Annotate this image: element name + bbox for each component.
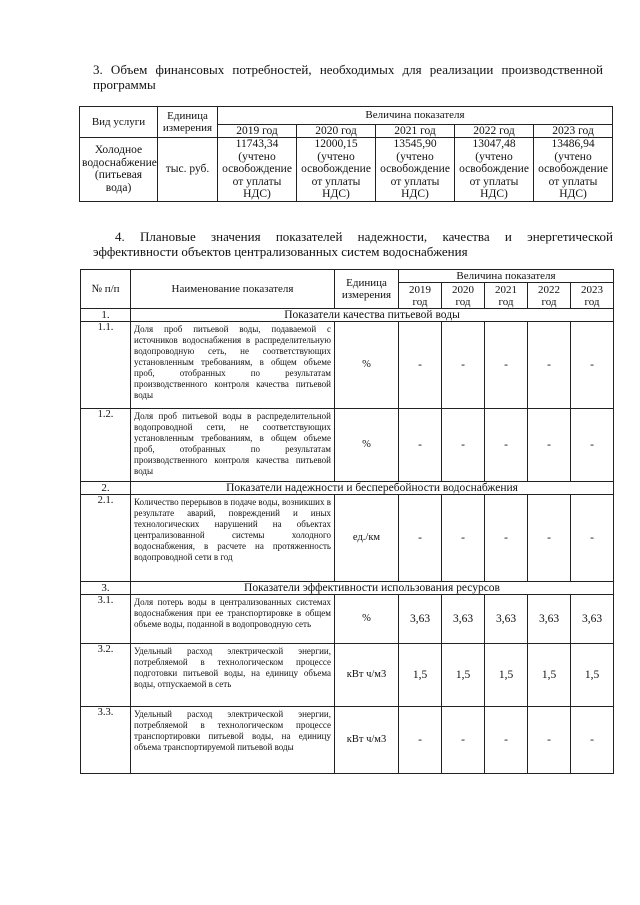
value-cell: - xyxy=(571,495,614,582)
section4-heading: 4. Плановые значения показателей надежности, качества и энергетической эффективности объектов централизованных систем водоснабжения xyxy=(93,229,613,259)
indicator-name: Доля проб питьевой воды в распределительной водопроводной сети, не соответствующих установленным требованиям, в общем объеме проб, отобранных по результатам производственного контроля качества питьевой воды xyxy=(131,409,335,482)
value-cell: 13486,94 (учтено освобождение от уплаты НДС) xyxy=(534,138,613,202)
value-cell: 1,5 xyxy=(528,644,571,707)
year-header: 2019 год xyxy=(399,283,442,309)
value-cell: 3,63 xyxy=(485,595,528,644)
row-num: 3.1. xyxy=(81,595,131,644)
unit-cell: ед./км xyxy=(335,495,399,582)
row-num: 3.2. xyxy=(81,644,131,707)
col-num-header: № п/п xyxy=(81,270,131,309)
value-cell: - xyxy=(571,322,614,409)
value-cell: - xyxy=(399,495,442,582)
unit-cell: % xyxy=(335,409,399,482)
col-value-header: Величина показателя xyxy=(218,107,613,125)
year-header: 2023 год xyxy=(534,124,613,138)
year-header: 2020 год xyxy=(297,124,376,138)
value-cell: - xyxy=(528,409,571,482)
value-cell: - xyxy=(442,495,485,582)
indicator-name: Доля потерь воды в централизованных системах водоснабжения при ее транспортировке в общем объеме воды, поданной в водопроводную сеть xyxy=(131,595,335,644)
table-row xyxy=(81,322,614,409)
row-num: 3.3. xyxy=(81,707,131,774)
value-cell: - xyxy=(485,409,528,482)
col-name-header: Наименование показателя xyxy=(131,270,335,309)
table-row xyxy=(81,495,614,582)
value-cell: 13047,48 (учтено освобождение от уплаты НДС) xyxy=(455,138,534,202)
row-num: 2.1. xyxy=(81,495,131,582)
table-row xyxy=(81,707,614,774)
value-cell: - xyxy=(485,322,528,409)
table-row xyxy=(80,138,613,202)
col-value-header: Величина показателя xyxy=(399,270,614,283)
year-header: 2022 год xyxy=(528,283,571,309)
section-title: Показатели качества питьевой воды xyxy=(131,309,614,322)
section-row xyxy=(81,482,614,495)
value-cell: - xyxy=(571,707,614,774)
value-cell: - xyxy=(571,409,614,482)
section-title: Показатели надежности и бесперебойности водоснабжения xyxy=(131,482,614,495)
value-cell: - xyxy=(399,409,442,482)
value-cell: 3,63 xyxy=(528,595,571,644)
value-cell: - xyxy=(399,322,442,409)
service-name: Холодное водоснабжение (питьевая вода) xyxy=(80,138,158,202)
value-cell: 1,5 xyxy=(571,644,614,707)
indicators-table xyxy=(80,269,614,774)
col-unit-header: Единица измерения xyxy=(335,270,399,309)
col-unit-header: Единица измерения xyxy=(158,107,218,138)
financial-needs-table xyxy=(79,106,613,202)
value-cell: 13545,90 (учтено освобождение от уплаты НДС) xyxy=(376,138,455,202)
year-header: 2021 год xyxy=(376,124,455,138)
table-row xyxy=(81,595,614,644)
value-cell: - xyxy=(528,495,571,582)
value-cell: - xyxy=(485,707,528,774)
value-cell: - xyxy=(442,322,485,409)
indicator-name: Удельный расход электрической энергии, потребляемой в технологическом процессе транспортировки питьевой воды, на единицу объема транспортируемой питьевой воды xyxy=(131,707,335,774)
value-cell: - xyxy=(442,707,485,774)
value-cell: 1,5 xyxy=(442,644,485,707)
section-num: 1. xyxy=(81,309,131,322)
section-row xyxy=(81,582,614,595)
value-cell: 11743,34 (учтено освобождение от уплаты НДС) xyxy=(218,138,297,202)
value-cell: 3,63 xyxy=(442,595,485,644)
year-header: 2019 год xyxy=(218,124,297,138)
value-cell: 3,63 xyxy=(571,595,614,644)
section3-heading: 3. Объем финансовых потребностей, необходимых для реализации производственной программы xyxy=(93,62,603,92)
year-header: 2021 год xyxy=(485,283,528,309)
indicator-name: Количество перерывов в подаче воды, возникших в результате аварий, повреждений и иных технологических нарушений на объектах централизованной системы холодного водоснабжения, в расчете на протяженность водопроводной сети в год xyxy=(131,495,335,582)
unit-cell: тыс. руб. xyxy=(158,138,218,202)
row-num: 1.1. xyxy=(81,322,131,409)
value-cell: - xyxy=(442,409,485,482)
table-row xyxy=(81,644,614,707)
value-cell: 1,5 xyxy=(399,644,442,707)
indicator-name: Удельный расход электрической энергии, потребляемой в технологическом процессе подготовки питьевой воды, на единицу объема воды, отпускаемой в сеть xyxy=(131,644,335,707)
col-service-header: Вид услуги xyxy=(80,107,158,138)
section-num: 2. xyxy=(81,482,131,495)
unit-cell: % xyxy=(335,595,399,644)
year-header: 2020 год xyxy=(442,283,485,309)
value-cell: - xyxy=(528,322,571,409)
value-cell: 3,63 xyxy=(399,595,442,644)
section-num: 3. xyxy=(81,582,131,595)
section-title: Показатели эффективности использования ресурсов xyxy=(131,582,614,595)
value-cell: - xyxy=(399,707,442,774)
unit-cell: кВт ч/м3 xyxy=(335,707,399,774)
table-row xyxy=(81,409,614,482)
value-cell: - xyxy=(485,495,528,582)
value-cell: - xyxy=(528,707,571,774)
section-row xyxy=(81,309,614,322)
value-cell: 12000,15 (учтено освобождение от уплаты НДС) xyxy=(297,138,376,202)
year-header: 2023 год xyxy=(571,283,614,309)
year-header: 2022 год xyxy=(455,124,534,138)
unit-cell: % xyxy=(335,322,399,409)
indicator-name: Доля проб питьевой воды, подаваемой с источников водоснабжения в распределительную водопроводную сеть, не соответствующих установленным требованиям, в общем объеме проб, отобранных по результатам производственного контроля качества питьевой воды xyxy=(131,322,335,409)
value-cell: 1,5 xyxy=(485,644,528,707)
row-num: 1.2. xyxy=(81,409,131,482)
unit-cell: кВт ч/м3 xyxy=(335,644,399,707)
